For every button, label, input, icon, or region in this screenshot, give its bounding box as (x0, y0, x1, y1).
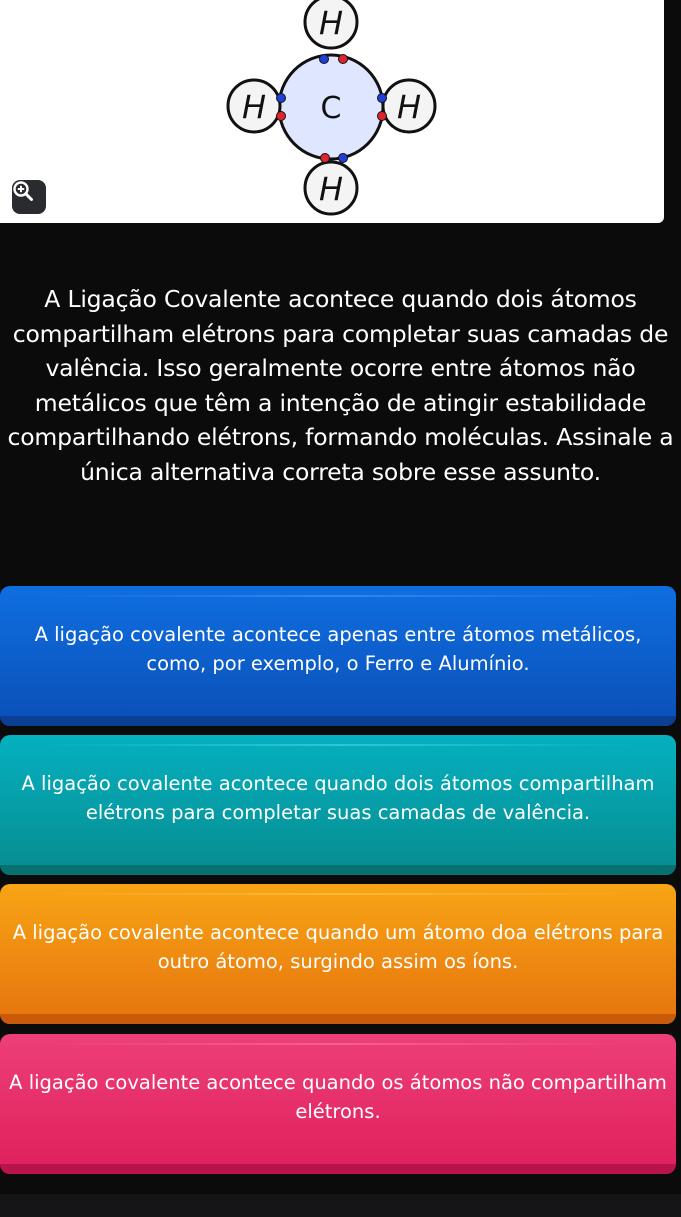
option-highlight (40, 1043, 636, 1045)
footer-bar (0, 1194, 681, 1217)
option-shadow-edge (0, 716, 676, 726)
option-highlight (40, 893, 636, 895)
question-image (0, 0, 664, 223)
answer-option-label: A ligação covalente acontece quando os átomos não compartilham elétrons. (9, 1071, 667, 1123)
hydrogen-symbol-bottom: H (318, 170, 344, 208)
methane-lewis-diagram (0, 0, 664, 223)
answer-option-label: A ligação covalente acontece apenas entre átomos metálicos, como, por exemplo, o Ferro e Alumínio. (34, 623, 642, 675)
carbon-symbol: C (320, 91, 342, 126)
hydrogen-symbol-left: H (241, 88, 267, 126)
zoom-button[interactable] (12, 180, 46, 214)
answer-option-2[interactable] (0, 735, 676, 875)
hydrogen-symbol-right: H (396, 88, 422, 126)
answer-option-4[interactable] (0, 1034, 676, 1174)
answer-option-3[interactable] (0, 884, 676, 1024)
option-highlight (40, 744, 636, 746)
option-highlight (40, 595, 636, 597)
option-shadow-edge (0, 865, 676, 875)
option-shadow-edge (0, 1164, 676, 1174)
answer-option-label: A ligação covalente acontece quando dois átomos compartilham elétrons para completar suas camadas de valência. (21, 772, 655, 824)
answer-option-1[interactable] (0, 586, 676, 726)
question-text: A Ligação Covalente acontece quando dois átomos compartilham elétrons para completar suas camadas de valência. Isso geralmente ocorre entre átomos não metálicos que têm a intenção de atingir estabilidade compartilhando elétrons, formando moléculas. Assinale a única alternativa correta sobre esse assunto. (7, 285, 674, 486)
option-shadow-edge (0, 1014, 676, 1024)
hydrogen-symbol-top: H (318, 4, 344, 42)
zoom-in-icon (12, 180, 34, 202)
answer-option-label: A ligação covalente acontece quando um átomo doa elétrons para outro átomo, surgindo assim os íons. (12, 921, 664, 973)
